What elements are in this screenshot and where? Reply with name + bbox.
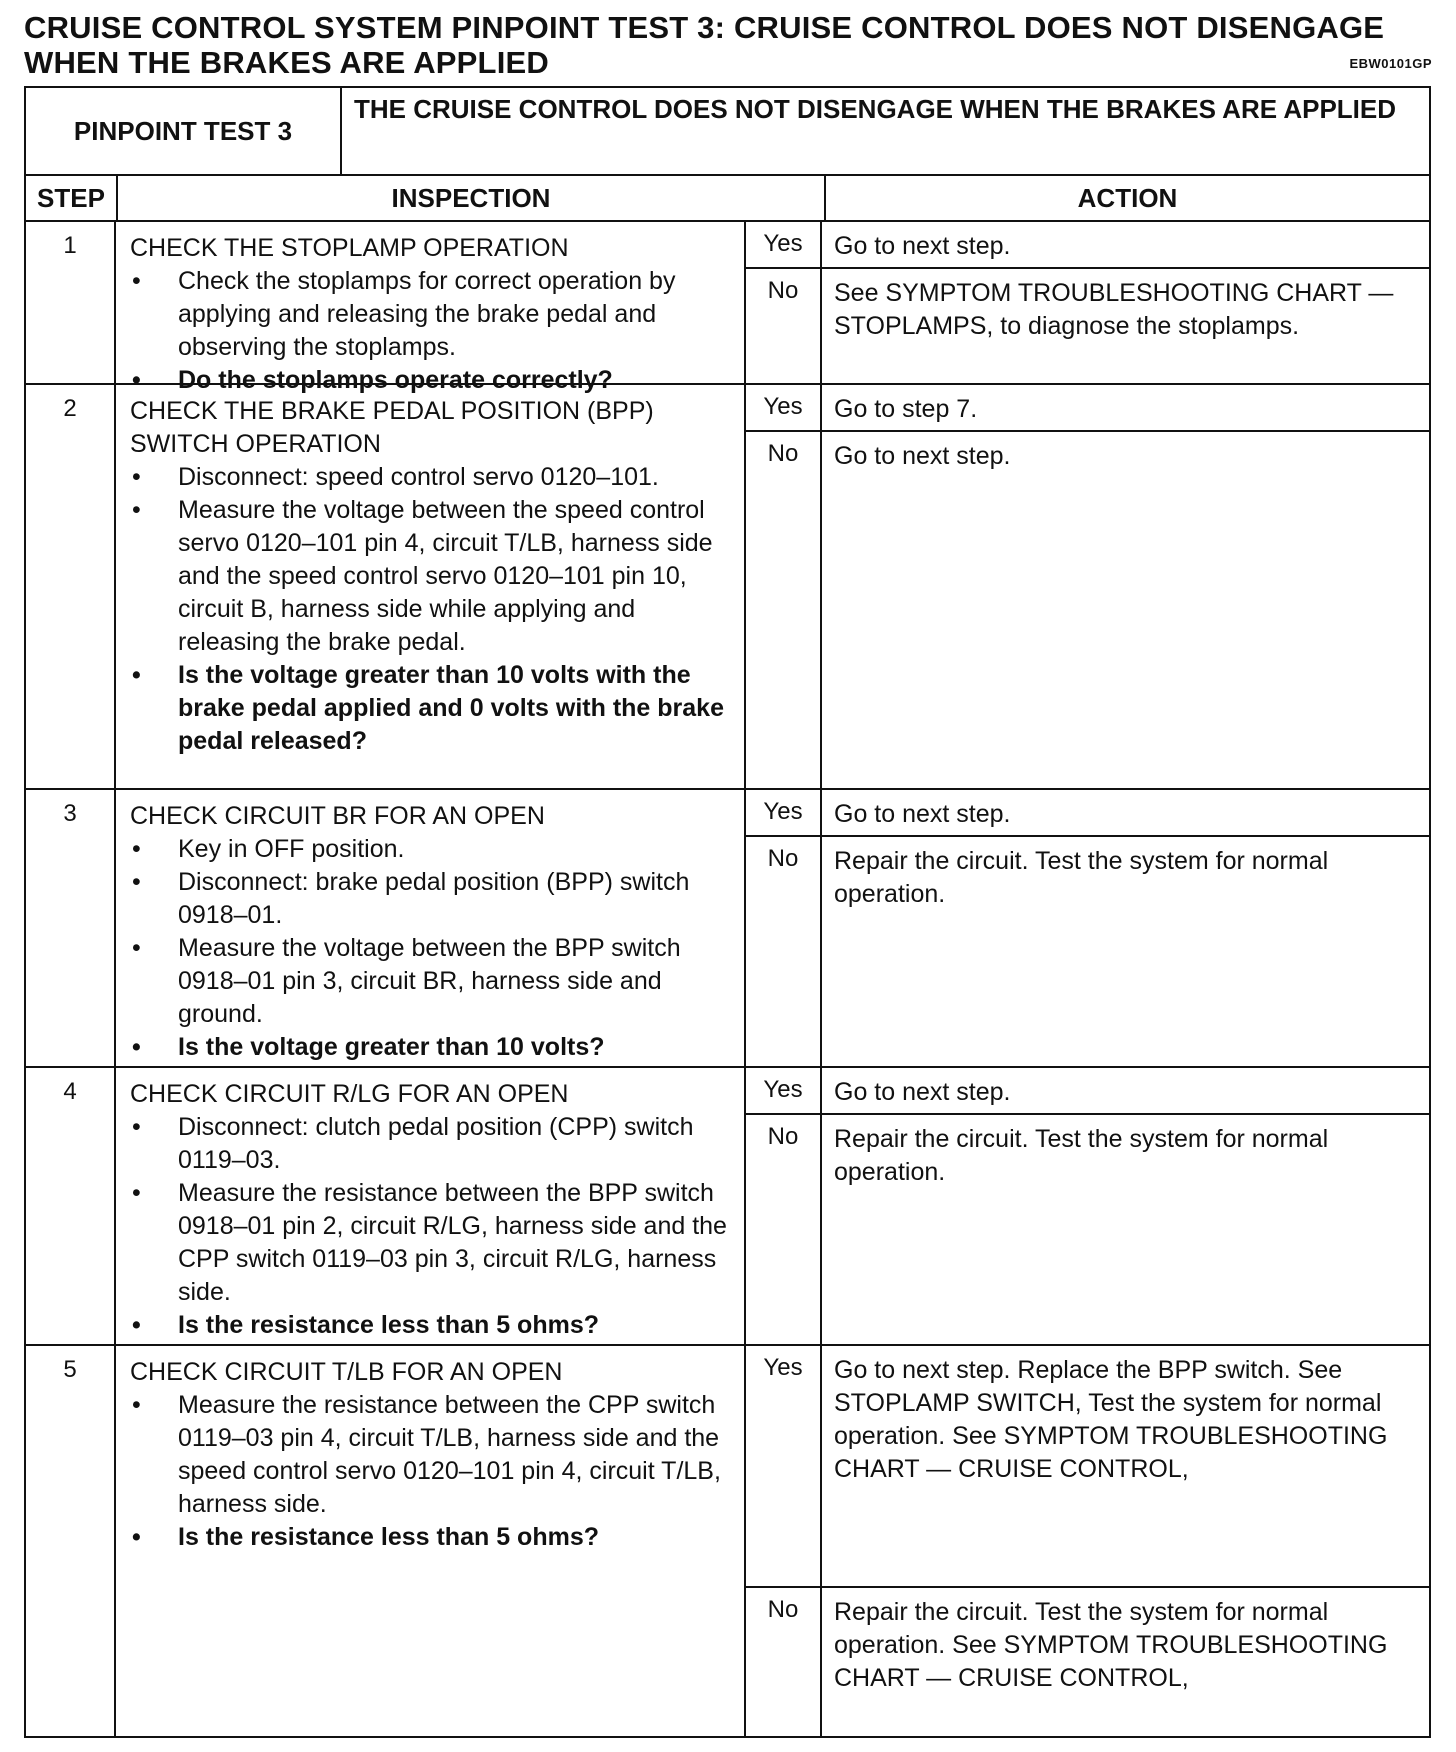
- inspection-heading: CHECK THE STOPLAMP OPERATION: [130, 234, 569, 262]
- inspection-bullet: • Measure the resistance between the CPP switch 0119–03 pin 4, circuit T/LB, harness side and the speed control servo 0120–101 pin 4, circuit T/LB, harness side.: [130, 1389, 734, 1521]
- yes-label: Yes: [746, 790, 822, 835]
- inspection-cell: [116, 790, 746, 1066]
- yes-label: Yes: [746, 1346, 822, 1586]
- column-inspection: INSPECTION: [118, 176, 826, 220]
- inspection-question: • Is the resistance less than 5 ohms?: [130, 1521, 734, 1554]
- yes-row: [746, 1068, 1429, 1115]
- no-label: No: [746, 269, 822, 383]
- no-action: Repair the circuit. Test the system for normal operation. See SYMPTOM TROUBLESHOOTING CHART — CRUISE CONTROL,: [834, 1598, 1388, 1692]
- inspection-cell: [116, 1346, 746, 1736]
- yes-row: [746, 385, 1429, 432]
- result-cell: [746, 1346, 1429, 1736]
- inspection-question: • Is the voltage greater than 10 volts with the brake pedal applied and 0 volts with the brake pedal released?: [130, 659, 734, 758]
- step-row: [26, 222, 1429, 394]
- document-code: EBW0101GP: [1349, 56, 1432, 71]
- yes-action: Go to next step.: [834, 800, 1011, 828]
- yes-action: Go to next step.: [834, 232, 1011, 260]
- no-label: No: [746, 837, 822, 1066]
- inspection-bullet: • Measure the voltage between the speed control servo 0120–101 pin 4, circuit T/LB, harness side and the speed control servo 0120–101 pin 10, circuit B, harness side while applying and releasing the brake pedal.: [130, 494, 734, 659]
- no-label: No: [746, 432, 822, 788]
- column-headers: [26, 176, 1429, 222]
- result-cell: [746, 385, 1429, 788]
- inspection-heading: CHECK CIRCUIT R/LG FOR AN OPEN: [130, 1080, 569, 1108]
- table-header: [26, 88, 1429, 176]
- inspection-bullet: • Disconnect: speed control servo 0120–101.: [130, 461, 734, 494]
- step-number: 1: [26, 222, 116, 383]
- inspection-cell: [116, 385, 746, 788]
- step-number: 4: [26, 1068, 116, 1344]
- step-number: 5: [26, 1346, 116, 1736]
- no-row: [746, 1588, 1429, 1736]
- step-row: [26, 1346, 1429, 1736]
- step-row: [26, 385, 1429, 790]
- result-cell: [746, 1068, 1429, 1344]
- yes-label: Yes: [746, 222, 822, 267]
- yes-label: Yes: [746, 385, 822, 430]
- inspection-cell: [116, 222, 746, 394]
- pinpoint-table: [24, 86, 1431, 1738]
- inspection-bullet: • Measure the voltage between the BPP switch 0918–01 pin 3, circuit BR, harness side and ground.: [130, 932, 734, 1031]
- yes-row: [746, 222, 1429, 269]
- no-action: Go to next step.: [834, 442, 1011, 470]
- test-title: THE CRUISE CONTROL DOES NOT DISENGAGE WHEN THE BRAKES ARE APPLIED: [354, 94, 1397, 124]
- inspection-bullet: • Key in OFF position.: [130, 833, 734, 866]
- inspection-cell: [116, 1068, 746, 1344]
- no-row: [746, 432, 1429, 788]
- inspection-heading: CHECK CIRCUIT BR FOR AN OPEN: [130, 802, 545, 830]
- no-action: See SYMPTOM TROUBLESHOOTING CHART — STOPLAMPS, to diagnose the stoplamps.: [834, 279, 1394, 340]
- inspection-bullet: • Check the stoplamps for correct operation by applying and releasing the brake pedal and observing the stoplamps.: [130, 265, 734, 364]
- step-number: 3: [26, 790, 116, 1066]
- inspection-bullet: • Measure the resistance between the BPP switch 0918–01 pin 2, circuit R/LG, harness side and the CPP switch 0119–03 pin 3, circuit R/LG, harness side.: [130, 1177, 734, 1309]
- column-step: STEP: [26, 176, 118, 220]
- result-cell: [746, 222, 1429, 383]
- result-cell: [746, 790, 1429, 1066]
- inspection-heading: CHECK CIRCUIT T/LB FOR AN OPEN: [130, 1358, 563, 1386]
- no-row: [746, 1115, 1429, 1344]
- yes-label: Yes: [746, 1068, 822, 1113]
- yes-action: Go to next step. Replace the BPP switch. See STOPLAMP SWITCH, Test the system for normal operation. See SYMPTOM TROUBLESHOOTING CHART — CRUISE CONTROL,: [834, 1356, 1388, 1483]
- step-row: [26, 1068, 1429, 1346]
- step-row: [26, 790, 1429, 1068]
- column-action: ACTION: [1077, 182, 1178, 213]
- inspection-question: • Is the resistance less than 5 ohms?: [130, 1309, 734, 1342]
- no-action: Repair the circuit. Test the system for normal operation.: [834, 1125, 1329, 1186]
- inspection-question: • Do the stoplamps operate correctly?: [130, 364, 734, 397]
- test-label: PINPOINT TEST 3: [26, 88, 342, 174]
- inspection-bullet: • Disconnect: clutch pedal position (CPP) switch 0119–03.: [130, 1111, 734, 1177]
- yes-row: [746, 790, 1429, 837]
- no-row: [746, 269, 1429, 383]
- inspection-question: • Is the voltage greater than 10 volts?: [130, 1031, 734, 1064]
- no-label: No: [746, 1588, 822, 1736]
- yes-action: Go to next step.: [834, 1078, 1011, 1106]
- inspection-heading: CHECK THE BRAKE PEDAL POSITION (BPP) SWITCH OPERATION: [130, 397, 654, 458]
- yes-action: Go to step 7.: [834, 395, 978, 423]
- page-title: CRUISE CONTROL SYSTEM PINPOINT TEST 3: CRUISE CONTROL DOES NOT DISENGAGE WHEN THE BRAKES ARE APPLIED: [24, 10, 1385, 80]
- no-label: No: [746, 1115, 822, 1344]
- no-action: Repair the circuit. Test the system for normal operation.: [834, 847, 1329, 908]
- inspection-bullet: • Disconnect: brake pedal position (BPP) switch 0918–01.: [130, 866, 734, 932]
- no-row: [746, 837, 1429, 1066]
- step-number: 2: [26, 385, 116, 788]
- yes-row: [746, 1346, 1429, 1588]
